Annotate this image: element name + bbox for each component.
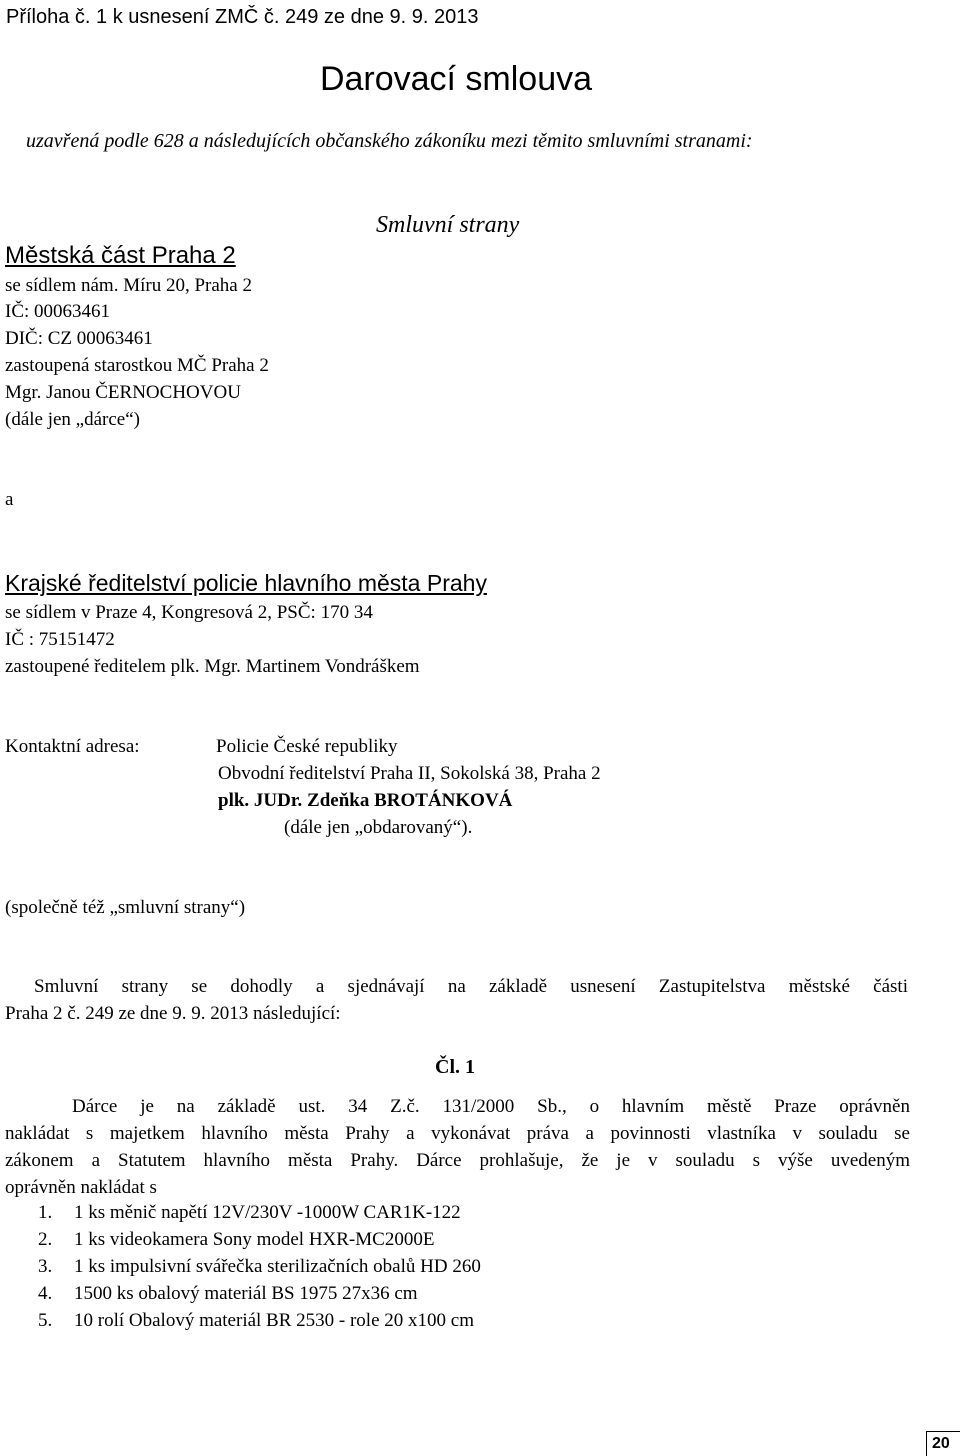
recipient-name: Krajské ředitelství policie hlavního města Prahy <box>5 570 487 596</box>
donor-name: Městská část Praha 2 <box>5 242 236 269</box>
contact-line-1: Policie České republiky <box>216 736 398 757</box>
conjunction: a <box>5 489 14 510</box>
item-number: 5. <box>38 1310 53 1331</box>
agreement-line-2: Praha 2 č. 249 ze dne 9. 9. 2013 následující: <box>5 1003 341 1024</box>
donor-address: se sídlem nám. Míru 20, Praha 2 <box>5 275 252 296</box>
recipient-ic: IČ : 75151472 <box>5 629 115 650</box>
parties-heading: Smluvní strany <box>376 212 520 238</box>
item-number: 2. <box>38 1229 53 1250</box>
article-heading: Čl. 1 <box>435 1056 475 1078</box>
item-text: 1 ks impulsivní svářečka sterilizačních obalů HD 260 <box>74 1256 481 1277</box>
contact-label: Kontaktní adresa: <box>5 736 140 757</box>
donor-representative: Mgr. Janou ČERNOCHOVOU <box>5 382 241 403</box>
article-para-line-3: zákonem a Statutem hlavního města Prahy. Dárce prohlašuje, že je v souladu s výše uvedeným <box>5 1150 910 1171</box>
donor-ic: IČ: 00063461 <box>5 301 111 322</box>
together-note: (společně též „smluvní strany“) <box>5 897 246 918</box>
contact-line-4: (dále jen „obdarovaný“). <box>284 817 473 838</box>
attachment-header: Příloha č. 1 k usnesení ZMČ č. 249 ze dne 9. 9. 2013 <box>6 6 479 28</box>
item-text: 1 ks videokamera Sony model HXR-MC2000E <box>74 1229 435 1250</box>
item-number: 4. <box>38 1283 53 1304</box>
donor-role: (dále jen „dárce“) <box>5 409 141 430</box>
article-para-line-2: nakládat s majetkem hlavního města Prahy a vykonávat práva a povinnosti vlastníka v souladu se <box>5 1123 910 1144</box>
document-subtitle: uzavřená podle 628 a následujících občanského zákoníku mezi těmito smluvními stranami: <box>26 130 753 152</box>
contact-line-3: plk. JUDr. Zdeňka BROTÁNKOVÁ <box>218 790 513 811</box>
recipient-represented-by: zastoupené ředitelem plk. Mgr. Martinem Vondráškem <box>5 656 420 677</box>
article-para-line-1: Dárce je na základě ust. 34 Z.č. 131/2000 Sb., o hlavním městě Praze oprávněn <box>72 1096 910 1117</box>
contact-line-2: Obvodní ředitelství Praha II, Sokolská 38, Praha 2 <box>218 763 601 784</box>
page-number: 20 <box>932 1435 950 1452</box>
agreement-line-1: Smluvní strany se dohodly a sjednávají na základě usnesení Zastupitelstva městské části <box>34 976 908 997</box>
donor-represented-by: zastoupená starostkou MČ Praha 2 <box>5 355 269 376</box>
recipient-address: se sídlem v Praze 4, Kongresová 2, PSČ: 170 34 <box>5 602 373 623</box>
donor-dic: DIČ: CZ 00063461 <box>5 328 153 349</box>
item-number: 3. <box>38 1256 53 1277</box>
document-title: Darovací smlouva <box>319 60 593 98</box>
article-para-line-4: oprávněn nakládat s <box>5 1177 157 1198</box>
item-text: 10 rolí Obalový materiál BR 2530 - role 20 x100 cm <box>74 1310 474 1331</box>
item-number: 1. <box>38 1202 53 1223</box>
item-text: 1 ks měnič napětí 12V/230V -1000W CAR1K-122 <box>74 1202 461 1223</box>
item-text: 1500 ks obalový materiál BS 1975 27x36 cm <box>74 1283 418 1304</box>
